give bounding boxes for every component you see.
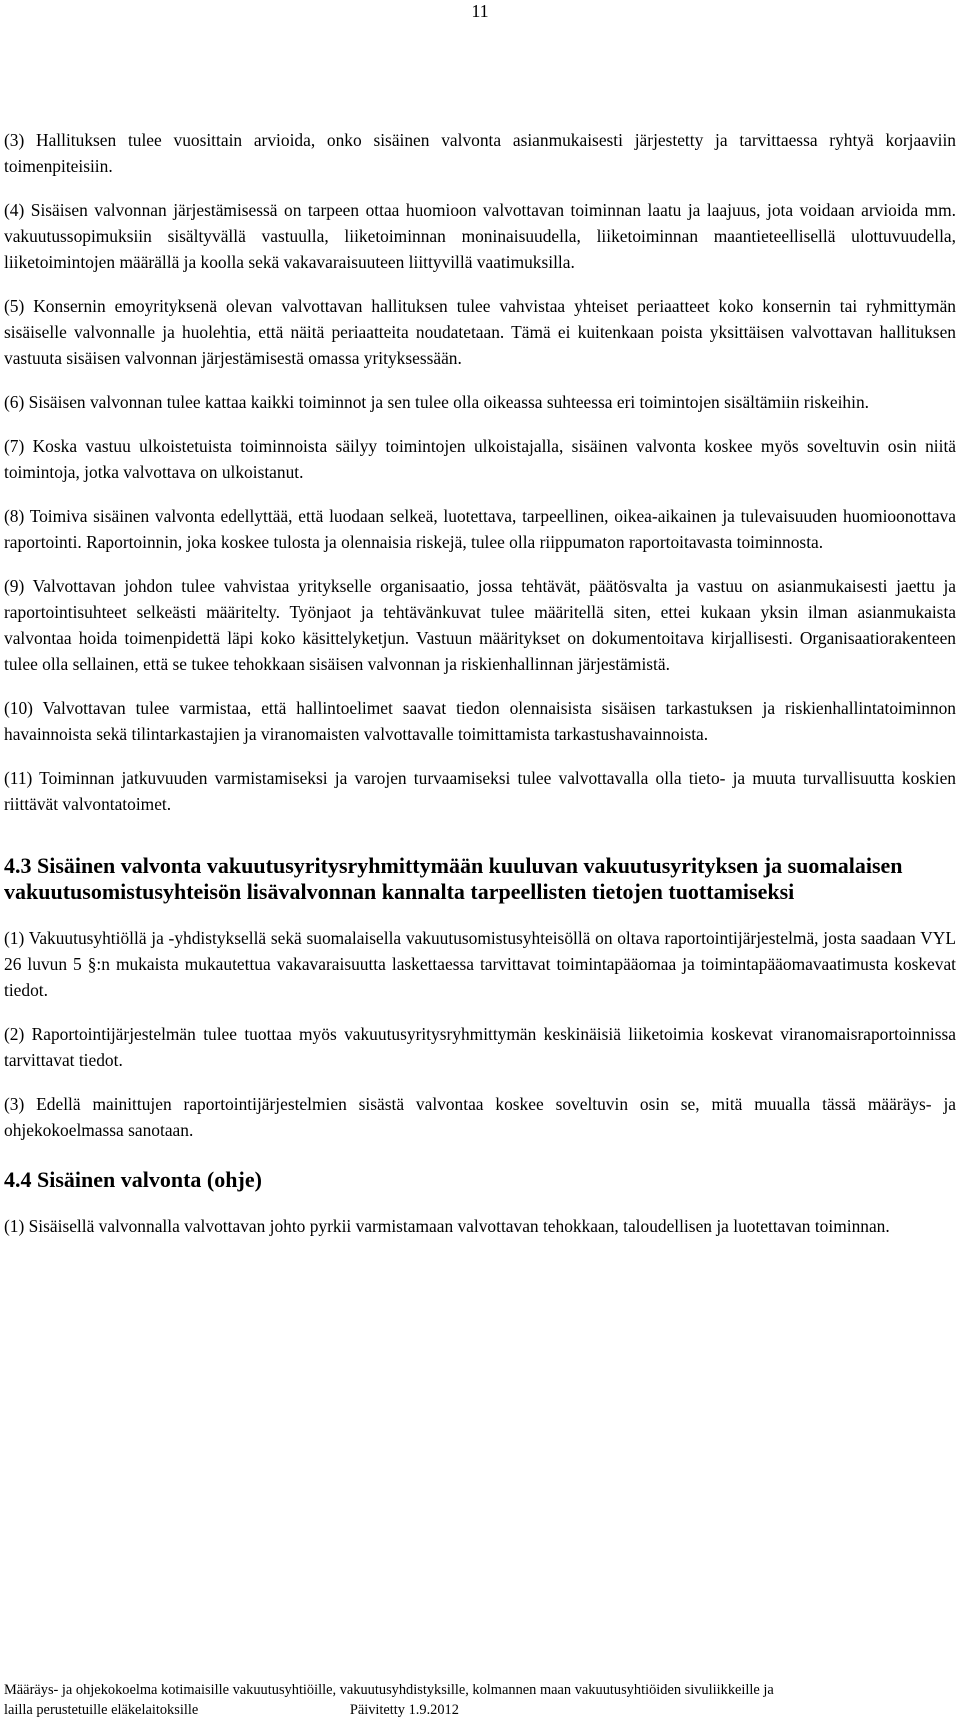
paragraph-8: (8) Toimiva sisäinen valvonta edellyttää, että luodaan selkeä, luotettava, tarpeellinen, oikea-aikainen ja tulevaisuuden huomioonottava raportointi. Raportoinnin, joka koskee tulosta ja olennaisia riskejä, tulee olla riippumaton raportoitavasta toiminnosta. [4, 506, 956, 552]
section-4-3-paragraph-2: (2) Raportointijärjestelmän tulee tuottaa myös vakuutusyritysryhmittymän keskinäisiä liiketoimia koskevat viranomaisraportoinnissa tarvittavat tiedot. [4, 1024, 956, 1070]
section-4-4-heading: 4.4 Sisäinen valvonta (ohje) [4, 1167, 262, 1192]
footer-line-2-text: lailla perustetuille eläkelaitoksille [4, 1702, 199, 1718]
paragraph-4: (4) Sisäisen valvonnan järjestämisessä on tarpeen ottaa huomioon valvottavan toiminnan laatu ja laajuus, jota voidaan arvioida mm. vakuutussopimuksiin sisältyvällä vastuulla, liiketoiminnan moninaisuudella, liiketoiminnan maantieteellisellä ulottuvuudella, liiketoimintojen määrällä ja koolla sekä vakavaraisuuteen liittyvillä vaatimuksilla. [4, 200, 956, 272]
paragraph-3: (3) Hallituksen tulee vuosittain arvioida, onko sisäinen valvonta asianmukaisesti järjestetty ja tarvittaessa ryhtyä korjaaviin toimenpiteisiin. [4, 130, 956, 176]
paragraph-6: (6) Sisäisen valvonnan tulee kattaa kaikki toiminnot ja sen tulee olla oikeassa suhteessa eri toimintojen sisältämiin riskeihin. [4, 392, 869, 412]
footer-updated-date: Päivitetty 1.9.2012 [349, 1702, 459, 1718]
paragraph-10: (10) Valvottavan tulee varmistaa, että hallintoelimet saavat tiedon olennaisista sisäisen tarkastuksen ja riskienhallintatoiminnon havainnoista sekä tilintarkastajien ja viranomaisten valvottavalle toimittamista tarkastushavainnoista. [4, 698, 956, 744]
page-number [0, 0, 960, 22]
paragraph-11: (11) Toiminnan jatkuvuuden varmistamiseksi ja varojen turvaamiseksi tulee valvottavalla olla tieto- ja muuta turvallisuutta koskien riittävät valvontatoimet. [4, 768, 956, 814]
page-number-text: 11 [471, 1, 489, 21]
page-footer [4, 1680, 956, 1720]
paragraph-9: (9) Valvottavan johdon tulee vahvistaa yritykselle organisaatio, jossa tehtävät, päätösvalta ja vastuu on asianmukaisesti jaettu ja raportointisuhteet selkeästi määritelty. Työnjaot ja tehtävänkuvat tulee määritellä siten, ettei kukaan yksin ilman asianmukaista valvontaa hoida toimenpidettä läpi koko käsittelyketjun. Vastuun määritykset on dokumentoitava kirjallisesti. Organisaatiorakenteen tulee olla sellainen, että se tukee tehokkaan sisäisen valvonnan ja riskienhallinnan järjestämistä. [4, 576, 956, 674]
document-body [4, 127, 956, 1257]
footer-line-1: Määräys- ja ohjekokoelma kotimaisille vakuutusyhtiöille, vakuutusyhdistyksille, kolmannen maan vakuutusyhtiöiden sivuliikkeille ja [4, 1682, 774, 1698]
section-4-4-paragraph-1: (1) Sisäisellä valvonnalla valvottavan johto pyrkii varmistamaan valvottavan tehokkaan, taloudellisen ja luotettavan toiminnan. [4, 1216, 890, 1236]
paragraph-5: (5) Konsernin emoyrityksenä olevan valvottavan hallituksen tulee vahvistaa yhteiset periaatteet koko konsernin tai ryhmittymän sisäiselle valvonnalle ja huolehtia, että näitä periaatteita noudatetaan. Tämä ei kuitenkaan poista yksittäisen valvottavan hallituksen vastuuta sisäisen valvonnan järjestämisestä omassa yrityksessään. [4, 296, 956, 368]
section-4-3-paragraph-3: (3) Edellä mainittujen raportointijärjestelmien sisästä valvontaa koskee soveltuvin osin se, mitä muualla tässä määräys- ja ohjekokoelmassa sanotaan. [4, 1094, 956, 1140]
footer-line-2 [4, 1700, 956, 1720]
section-4-3-heading: 4.3 Sisäinen valvonta vakuutusyritysryhmittymään kuuluvan vakuutusyrityksen ja suomalaisen vakuutusomistusyhteisön lisävalvonnan kannalta tarpeellisten tietojen tuottamiseksi [4, 853, 903, 904]
paragraph-7: (7) Koska vastuu ulkoistetuista toiminnoista säilyy toimintojen ulkoistajalla, sisäinen valvonta koskee myös soveltuvin osin niitä toimintoja, jotka valvottava on ulkoistanut. [4, 436, 956, 482]
section-4-3-paragraph-1: (1) Vakuutusyhtiöllä ja -yhdistyksellä sekä suomalaisella vakuutusomistusyhteisöllä on oltava raportointijärjestelmä, josta saadaan VYL 26 luvun 5 §:n mukaista mukautettua vakavaraisuutta laskettaessa tarvittavat toimintapääomaa ja toimintapääomavaatimusta koskevat tiedot. [4, 928, 956, 1000]
